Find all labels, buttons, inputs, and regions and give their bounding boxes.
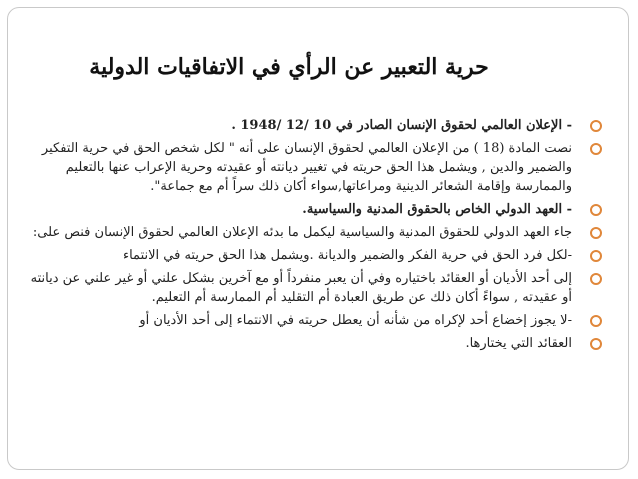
bullet-text-7: -لا يجوز إخضاع أحد لإكراه من شأنه أن يعطل حريته في الانتماء إلى أحد الأديان أو <box>139 313 572 328</box>
bullet-item-2 <box>18 139 608 196</box>
ring-bullet-icon <box>590 338 602 350</box>
ring-bullet-icon <box>590 273 602 285</box>
ring-bullet-icon <box>590 250 602 262</box>
bullet-text-4: جاء العهد الدولي للحقوق المدنية والسياسية ليكمل ما بدئه الإعلان العالمي لحقوق الإنسان فنص على: <box>32 225 572 240</box>
bullet-item-3 <box>18 200 608 219</box>
bullet-item-1 <box>18 116 608 135</box>
bullet-list <box>18 116 608 357</box>
ring-bullet-icon <box>590 120 602 132</box>
ring-bullet-icon <box>590 227 602 239</box>
bullet-item-5 <box>18 246 608 265</box>
bullet-text-1: - الإعلان العالمي لحقوق الإنسان الصادر في 10 /12 /1948 . <box>231 118 572 133</box>
bullet-text-6: إلى أحد الأديان أو العقائد باختياره وفي أن يعبر منفرداً أو مع آخرين بشكل علني أو غير علني عن ديانته أو عقيدته , سواءً أكان ذلك عن طريق العبادة أم التقليد أم الممارسة أم التعليم. <box>30 271 572 305</box>
bullet-text-3: - العهد الدولي الخاص بالحقوق المدنية والسياسية. <box>302 202 572 217</box>
bullet-item-4 <box>18 223 608 242</box>
ring-bullet-icon <box>590 143 602 155</box>
slide-title: حرية التعبير عن الرأي في الاتفاقيات الدولية <box>89 54 489 80</box>
bullet-text-8: العقائد التي يختارها. <box>465 336 572 351</box>
bullet-item-6 <box>18 269 608 307</box>
bullet-text-5: -لكل فرد الحق في حرية الفكر والضمير والديانة .ويشمل هذا الحق حريته في الانتماء <box>122 248 572 263</box>
ring-bullet-icon <box>590 204 602 216</box>
bullet-text-2: نصت المادة (18 ) من الإعلان العالمي لحقوق الإنسان على أنه " لكل شخص الحق في حرية التفكير والضمير والدين , ويشمل هذا الحق حريته في تغيير ديانته أو عقيدته وحرية الإعراب عنها بالتعليم والممارسة وإقامة الشعائر الدينية ومراعاتها,سواء أكان ذلك سراً أم مع جماعة". <box>41 141 572 194</box>
ring-bullet-icon <box>590 315 602 327</box>
bullet-item-7 <box>18 311 608 330</box>
bullet-item-8 <box>18 334 608 353</box>
